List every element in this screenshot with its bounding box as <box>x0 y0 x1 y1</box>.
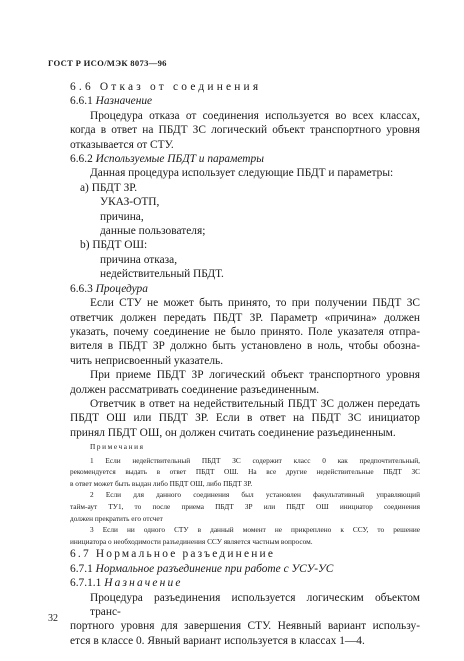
section-6-7-heading: 6.7 Нормальное разъединение <box>70 548 276 561</box>
pdu-list <box>70 181 420 282</box>
list-item-a-param: УКАЗ-ОТП, <box>100 196 160 209</box>
paragraph-responder: Ответчик в ответ на недействительный ПБДТ ЗС должен передать ПБДТ ОШ или ПБДТ ЗР. Если в ответ на ПБДТ ЗС инициатор принял ПБДТ ОШ, он должен считать соединение разъединенным. <box>70 397 420 439</box>
page-number: 32 <box>48 613 58 624</box>
paragraph-procedure: Если СТУ не может быть принято, то при получении ПБДТ ЗС ответчик должен передать ПБДТ ЗР. Параметр «причина» должен указать, почему соединение не было принято. Поле указателя отпра- вителя в ПБДТ ЗР должно быть установлено в ноль, чтобы обозна- чить неприсвоенный указатель. <box>70 297 420 367</box>
paragraph-used-pdu: Данная процедура использует следующие ПБДТ и параметры: <box>90 167 394 180</box>
list-item-b-param: недействительный ПБДТ. <box>100 268 224 281</box>
paragraph-purpose: Процедура отказа от соединения используется во всех классах, когда в ответ на ПБДТ ЗС логический объект транспортного уровня отказывается от СТУ. <box>70 109 420 151</box>
paragraph-receive-dr: При приеме ПБДТ ЗР логический объект транспортного уровня должен рассматривать соединение разъединенным. <box>70 369 420 396</box>
list-item-a-param: данные пользователя; <box>100 225 206 238</box>
list-item-b-param: причина отказа, <box>100 253 178 266</box>
section-6-6-2-heading: 6.6.2 Используемые ПБДТ и параметры <box>70 153 264 166</box>
note-1: 1 Если недействительный ПБДТ ЗС содержит класс 0 как предпочтительный, <box>90 455 420 465</box>
paragraph-disconnect-purpose: Процедура разъединения используется логическим объектом транс- портного уровня для завершения СТУ. Неявный вариант использу- ется в классе 0. Явный вариант используется в классах 1—4. <box>70 591 420 647</box>
section-6-7-1-heading: 6.7.1 Нормальное разъединение при работе с УСУ-УС <box>70 562 334 575</box>
note-2: 2 Если для данного соединения был установлен факультативный управляющий <box>90 490 420 500</box>
section-6-7-1-1-heading: 6.7.1.1 Назначение <box>70 577 183 590</box>
running-header: ГОСТ Р ИСО/МЭК 8073—96 <box>48 58 167 68</box>
notes-block: 1 Если недействительный ПБДТ ЗС содержит класс 0 как предпочтительный, рекомендуется выдать в ответ ПБДТ ОШ. На все другие недействительные ПБДТ ЗС в ответ может быть выдан либо ПБДТ ОШ, либо ПБДТ ЗР. 2 Если для данного соединения был установлен факультативный управляющий тайм-аут ТУ1, то после приема ПБДТ ЗР или ПБДТ ОШ инициатор соединения должен прекратить его отсчет 3 Если ни одного СТУ в данный момент не прикреплено к ССУ, то решение инициатора о необходимости разъединения ССУ является частным вопросом. <box>70 455 420 546</box>
page-body <box>70 80 420 648</box>
notes-label: Примечания <box>90 442 145 452</box>
note-3: 3 Если ни одного СТУ в данный момент не прикреплено к ССУ, то решение <box>90 525 420 535</box>
list-item-a: a) ПБДТ ЗР. <box>80 181 138 194</box>
list-item-b: b) ПБДТ ОШ: <box>80 239 148 252</box>
list-item-a-param: причина, <box>100 210 144 223</box>
section-6-6-heading: 6.6 Отказ от соединения <box>70 81 262 93</box>
section-6-6-1-heading: 6.6.1 Назначение <box>70 95 153 108</box>
section-6-6-3-heading: 6.6.3 Процедура <box>70 282 148 295</box>
